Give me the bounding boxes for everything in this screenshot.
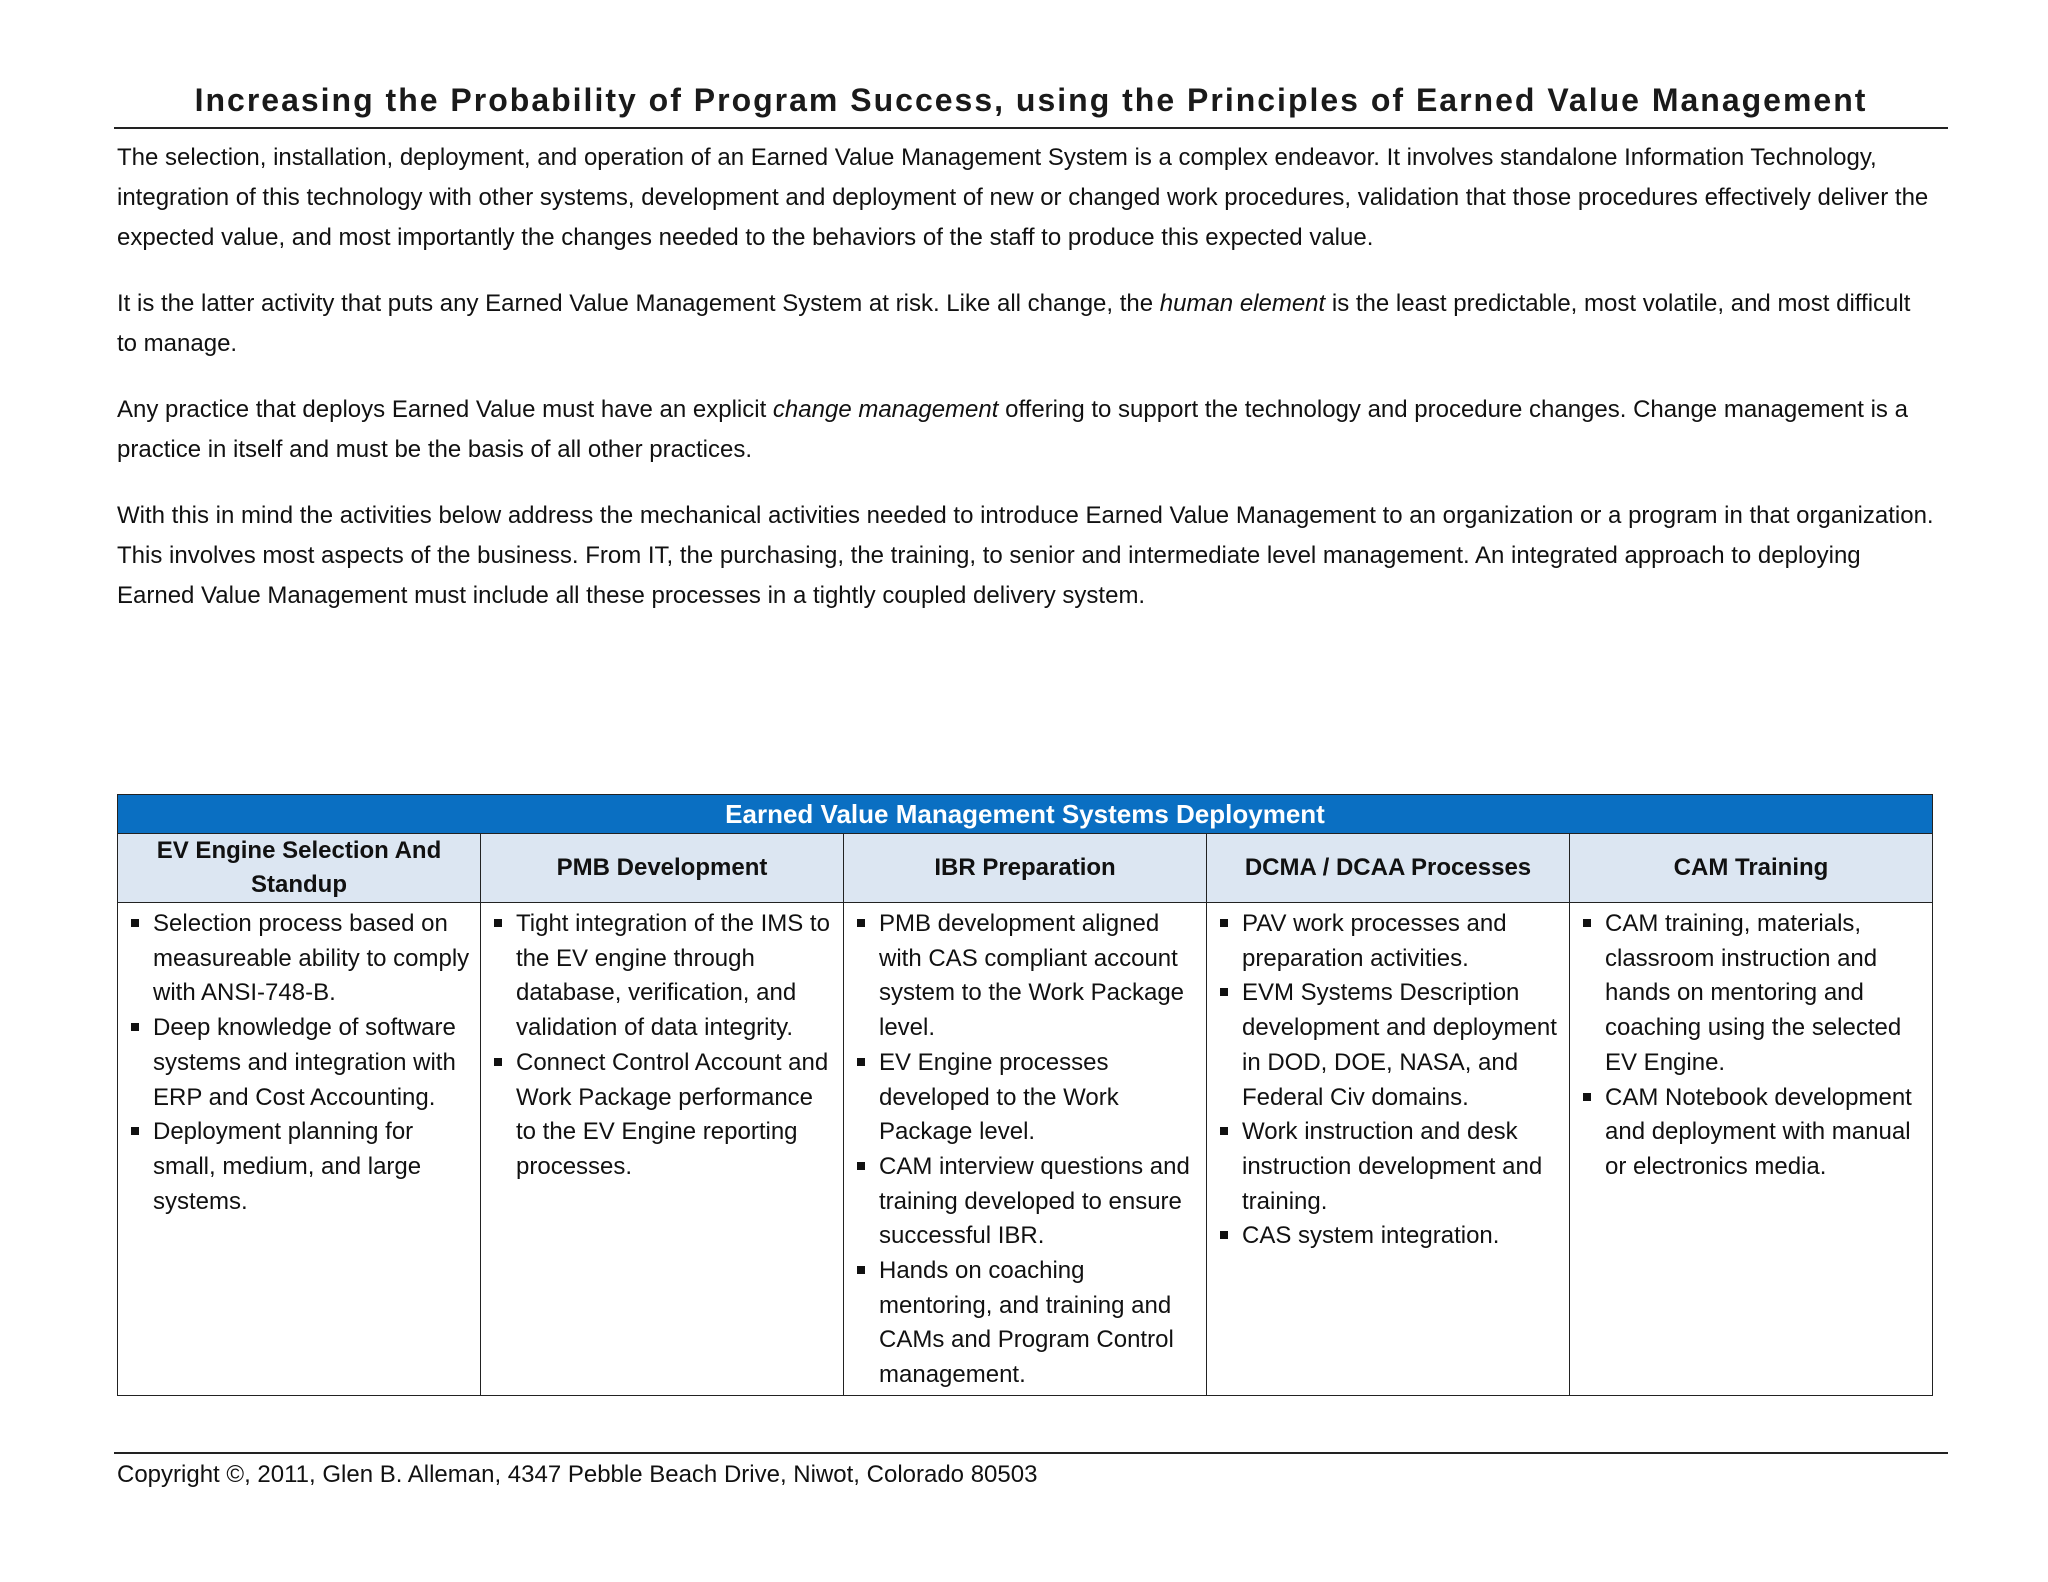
list-item: Work instruction and desk instruction development and training.: [1217, 1115, 1559, 1219]
bullet-list: [1580, 907, 1922, 1185]
copyright-footer: Copyright ©, 2011, Glen B. Alleman, 4347 Pebble Beach Drive, Niwot, Colorado 80503: [117, 1461, 1038, 1488]
list-item: Deployment planning for small, medium, and large systems.: [128, 1115, 470, 1219]
deployment-table: [117, 794, 1933, 1396]
bullet-list: [491, 907, 833, 1185]
column-body-cam-training: [1570, 903, 1933, 1396]
paragraph-text: offering to support the technology and procedure changes. Change management is a practice in itself and must be the basis of all other practices.: [117, 396, 1908, 463]
paragraph-text: Any practice that deploys Earned Value must have an explicit: [117, 396, 773, 423]
body-text: [117, 138, 1937, 642]
column-header-ev-engine: EV Engine Selection And Standup: [118, 834, 481, 903]
list-item: Deep knowledge of software systems and integration with ERP and Cost Accounting.: [128, 1011, 470, 1115]
paragraph-text: is the least predictable, most volatile, and most difficult to manage.: [117, 290, 1911, 357]
bullet-list: [854, 907, 1196, 1393]
title-divider: [114, 127, 1948, 129]
table-banner: Earned Value Management Systems Deployment: [118, 795, 1933, 834]
bullet-list: [128, 907, 470, 1219]
paragraph: With this in mind the activities below address the mechanical activities needed to introduce Earned Value Management to an organization or a program in that organization. This involves most aspects of the business. From IT, the purchasing, the training, to senior and intermediate level management. An integrated approach to deploying Earned Value Management must include all these processes in a tightly coupled delivery system.: [117, 502, 1934, 609]
column-header-pmb-development: PMB Development: [481, 834, 844, 903]
list-item: PMB development aligned with CAS compliant account system to the Work Package level.: [854, 907, 1196, 1046]
page-title: Increasing the Probability of Program Success, using the Principles of Earned Value Management: [194, 82, 1868, 118]
bullet-list: [1217, 907, 1559, 1254]
footer-divider: [114, 1452, 1948, 1454]
paragraph-text: It is the latter activity that puts any Earned Value Management System at risk. Like all change, the: [117, 290, 1160, 317]
paragraph-emphasis: human element: [1159, 290, 1326, 317]
paragraph-emphasis: change management: [772, 396, 999, 423]
list-item: EVM Systems Description development and deployment in DOD, DOE, NASA, and Federal Civ domains.: [1217, 976, 1559, 1115]
column-header-dcma-dcaa: DCMA / DCAA Processes: [1207, 834, 1570, 903]
list-item: EV Engine processes developed to the Work Package level.: [854, 1046, 1196, 1150]
paragraph: [117, 284, 1937, 364]
column-header-cam-training: CAM Training: [1570, 834, 1933, 903]
list-item: Tight integration of the IMS to the EV engine through database, verification, and validation of data integrity.: [491, 907, 833, 1046]
list-item: CAS system integration.: [1217, 1219, 1559, 1254]
list-item: CAM interview questions and training developed to ensure successful IBR.: [854, 1150, 1196, 1254]
column-header-ibr-preparation: IBR Preparation: [844, 834, 1207, 903]
list-item: PAV work processes and preparation activities.: [1217, 907, 1559, 976]
paragraph: The selection, installation, deployment, and operation of an Earned Value Management System is a complex endeavor. It involves standalone Information Technology, integration of this technology with other systems, development and deployment of new or changed work procedures, validation that those procedures effectively deliver the expected value, and most importantly the changes needed to the behaviors of the staff to produce this expected value.: [117, 144, 1929, 251]
list-item: Connect Control Account and Work Package performance to the EV Engine reporting processes.: [491, 1046, 833, 1185]
list-item: Selection process based on measureable ability to comply with ANSI-748-B.: [128, 907, 470, 1011]
column-body-pmb-development: [481, 903, 844, 1396]
list-item: CAM Notebook development and deployment with manual or electronics media.: [1580, 1081, 1922, 1185]
list-item: CAM training, materials, classroom instruction and hands on mentoring and coaching using the selected EV Engine.: [1580, 907, 1922, 1081]
column-body-ibr-preparation: [844, 903, 1207, 1396]
column-body-dcma-dcaa: [1207, 903, 1570, 1396]
column-body-ev-engine: [118, 903, 481, 1396]
list-item: Hands on coaching mentoring, and training and CAMs and Program Control management.: [854, 1254, 1196, 1393]
paragraph: [117, 390, 1937, 470]
